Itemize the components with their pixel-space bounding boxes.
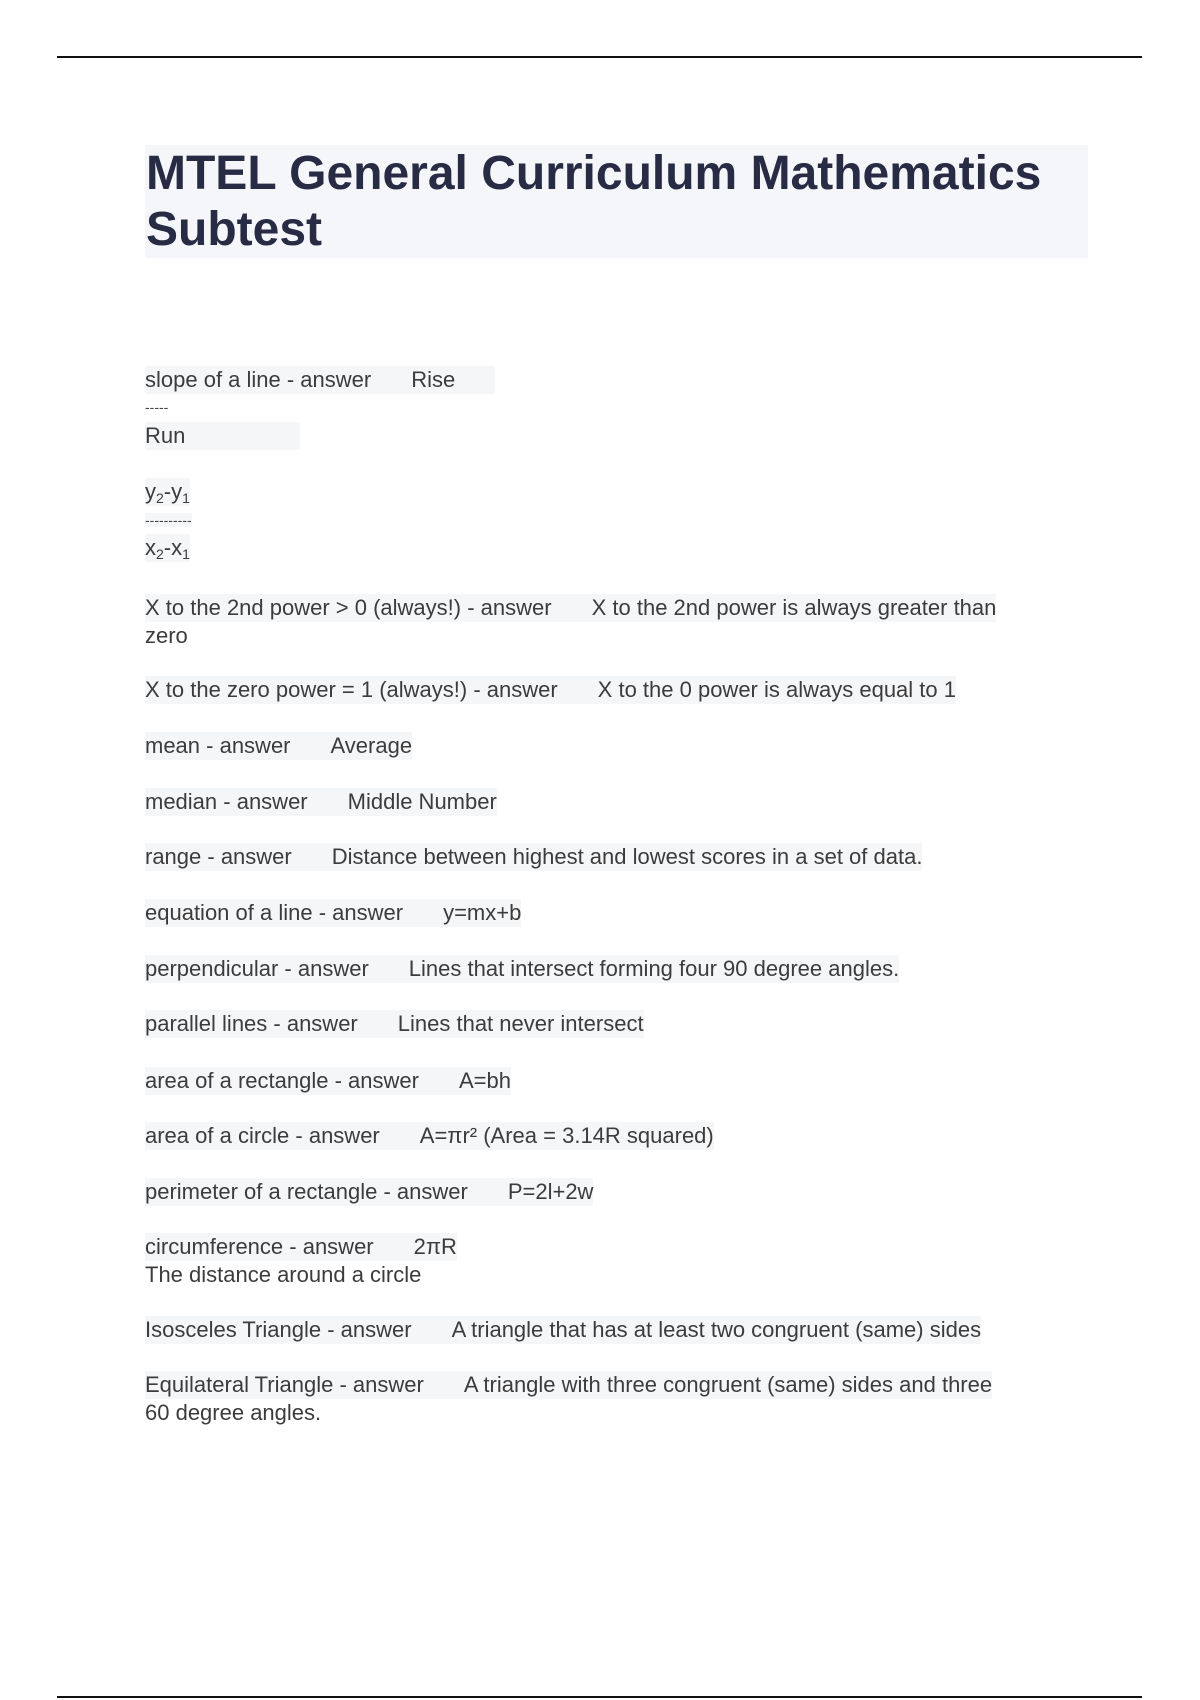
card-definition: A=πr² (Area = 3.14R squared) [419,1123,714,1148]
card-definition: Middle Number [347,789,497,814]
card-term: area of a rectangle - answer [145,1068,419,1093]
card-definition: Average [330,733,413,758]
bottom-rule [57,1696,1142,1698]
page-title: MTEL General Curriculum Mathematics Subtest [146,147,1042,256]
card-line [145,955,899,983]
title-box [145,145,1088,258]
top-rule [57,56,1142,58]
card-definition-cont: The distance around a circle [145,1262,422,1287]
card-definition: Lines that never intersect [397,1011,644,1036]
slope-term: slope of a line - answer [145,367,372,392]
card-line [145,1122,714,1150]
slope-dash-long: ---------- [145,512,192,528]
card-term: X to the zero power = 1 (always!) - answer [145,677,558,702]
card-definition: y=mx+b [443,900,522,925]
card-line [145,676,956,704]
card-definition: A triangle that has at least two congruent (same) sides [451,1317,982,1342]
slope-x-fraction: $x_2-x_1$ [145,535,190,562]
card-line [145,1371,992,1399]
card-term: area of a circle - answer [145,1123,380,1148]
card-term: equation of a line - answer [145,900,404,925]
card-line [145,899,521,927]
card-line [145,788,497,816]
card-term: circumference - answer [145,1234,374,1259]
card-definition-cont: 60 degree angles. [145,1400,322,1425]
card-term: median - answer [145,789,308,814]
card-definition: 2πR [413,1234,457,1259]
card-line [145,1067,511,1095]
card-definition: X to the 2nd power is always greater than [591,595,997,620]
slope-run: Run [145,422,300,450]
card-line [145,1233,457,1261]
slope-rise: Rise [411,367,456,392]
card-line [145,594,996,622]
card-definition: X to the 0 power is always equal to 1 [597,677,956,702]
card-definition: Lines that intersect forming four 90 degree angles. [408,956,900,981]
card-term: X to the 2nd power > 0 (always!) - answer [145,595,552,620]
card-term: parallel lines - answer [145,1011,358,1036]
slope-y-fraction: $y_2-y_1$ [145,479,190,506]
card-term: perpendicular - answer [145,956,369,981]
card-line [145,732,412,760]
card-definition-cont: zero [145,623,188,648]
slope-term-line [145,366,495,394]
slope-dash-short: ----- [145,399,169,415]
card-term: perimeter of a rectangle - answer [145,1179,468,1204]
card-line [145,1316,981,1344]
card-definition: A triangle with three congruent (same) sides and three [463,1372,993,1397]
card-line [145,843,922,871]
card-definition: A=bh [458,1068,511,1093]
card-definition: P=2l+2w [507,1179,594,1204]
card-line [145,1178,593,1206]
card-term: Equilateral Triangle - answer [145,1372,424,1397]
card-term: mean - answer [145,733,291,758]
card-term: Isosceles Triangle - answer [145,1317,412,1342]
card-line [145,1010,644,1038]
card-term: range - answer [145,844,292,869]
card-definition: Distance between highest and lowest scores in a set of data. [331,844,923,869]
